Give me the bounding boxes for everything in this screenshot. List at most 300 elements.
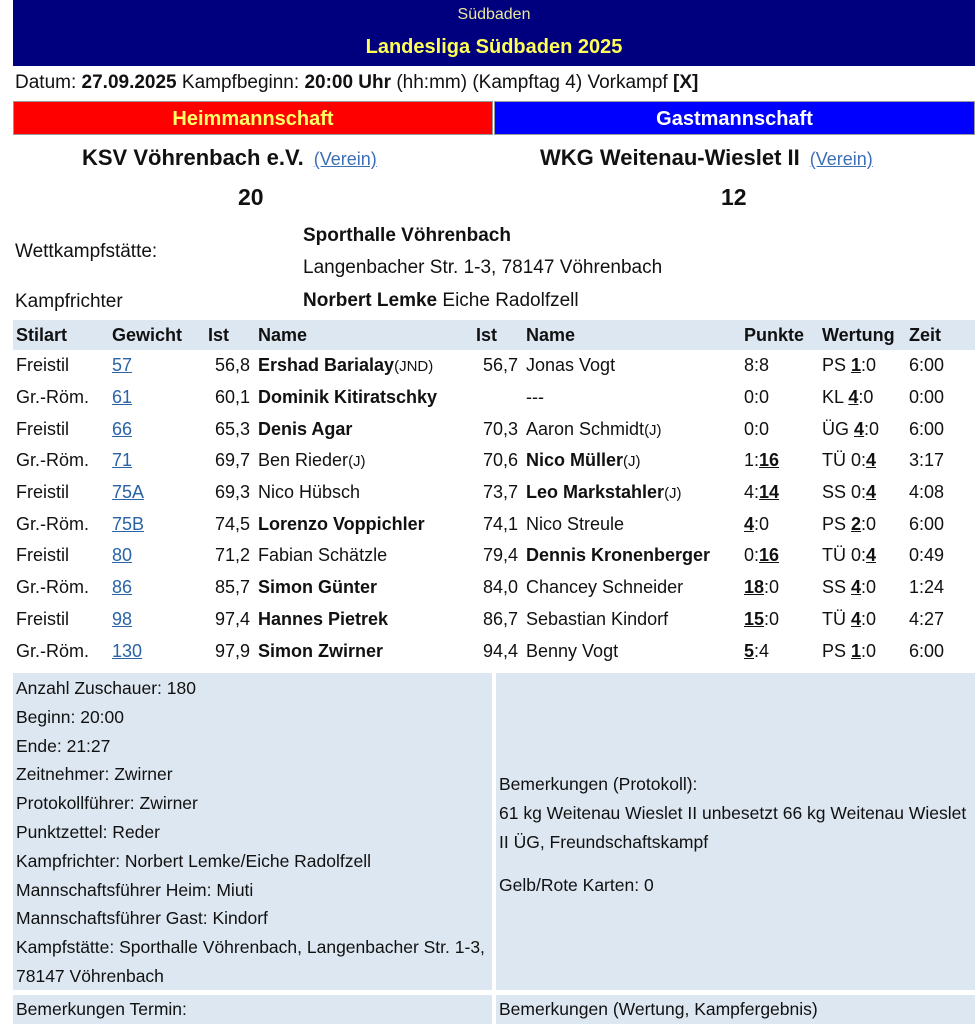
result-type: TÜ <box>822 545 851 566</box>
date-label: Datum: <box>15 72 77 93</box>
home-team-points: 4 <box>851 608 862 629</box>
guest-wrestler-name: Jonas Vogt <box>526 355 616 376</box>
weight-class-link[interactable]: 66 <box>112 418 133 439</box>
weight-class-link[interactable]: 86 <box>112 577 133 598</box>
home-weight-cell <box>205 540 255 572</box>
guest-wrestler-name: Dennis Kronenberger <box>526 545 711 566</box>
match-detail-line: Kampfstätte: Sporthalle Vöhrenbach, Langenbacher Str. 1-3, 78147 Vöhrenbach <box>16 937 485 986</box>
guest-weight-cell <box>473 508 523 540</box>
home-team-points: 0 <box>851 545 862 566</box>
style-cell <box>13 572 109 604</box>
style-cell <box>13 477 109 509</box>
home-weight-cell <box>205 350 255 382</box>
guest-points: 0 <box>759 513 770 534</box>
guest-team-points: 0 <box>866 577 877 598</box>
points-separator: : <box>764 577 770 598</box>
bout-time: 6:00 <box>909 418 945 439</box>
guest-wrestler-name: Benny Vogt <box>526 640 619 661</box>
league-title: Landesliga Südbaden 2025 <box>365 36 623 58</box>
remarks-result-box <box>496 995 975 1024</box>
weight-cell <box>109 572 205 604</box>
style-value: Gr.-Röm. <box>16 577 90 598</box>
points-cell <box>741 508 819 540</box>
guest-weight-cell <box>473 382 523 414</box>
venue-label: Wettkampfstätte: <box>15 241 158 262</box>
result-type: TÜ <box>822 450 851 471</box>
home-actual-weight: 65,3 <box>214 418 250 439</box>
weight-cell <box>109 413 205 445</box>
bout-time: 3:17 <box>909 450 945 471</box>
result-separator: : <box>861 640 867 661</box>
result-type: SS <box>822 577 852 598</box>
weight-class-link[interactable]: 75A <box>112 482 145 503</box>
bout-time: 1:24 <box>909 577 945 598</box>
home-wrestler-name: Simon Günter <box>258 577 378 598</box>
bout-time: 0:49 <box>909 545 945 566</box>
style-value: Freistil <box>16 355 69 376</box>
home-wrestler-cell <box>255 572 473 604</box>
start-label: Kampfbeginn: <box>181 72 300 93</box>
home-team-name: KSV Vöhrenbach e.V. <box>82 145 304 170</box>
result-separator: : <box>861 450 867 471</box>
result-cell <box>819 350 906 382</box>
result-cell <box>819 413 906 445</box>
home-wrestler-cell <box>255 382 473 414</box>
match-detail-line: Zeitnehmer: Zwirner <box>16 764 173 785</box>
home-wrestler-cell <box>255 445 473 477</box>
result-type: ÜG <box>822 418 855 439</box>
result-cell <box>819 604 906 636</box>
guest-team-name: WKG Weitenau-Wieslet II <box>540 145 800 170</box>
home-wrestler-cell <box>255 604 473 636</box>
info-section <box>13 673 975 1024</box>
time-cell <box>906 572 975 604</box>
remarks-box <box>496 673 975 990</box>
points-separator: : <box>754 387 760 408</box>
home-club-link[interactable]: (Verein) <box>313 149 377 169</box>
result-separator: : <box>861 545 867 566</box>
home-team-points: 4 <box>851 577 862 598</box>
home-team-points: 1 <box>851 355 862 376</box>
bout-time: 0:00 <box>909 387 945 408</box>
home-points: 1 <box>744 450 755 471</box>
guest-wrestler-cell <box>523 572 741 604</box>
time-cell <box>906 382 975 414</box>
result-cell <box>819 477 906 509</box>
guest-points: 16 <box>759 450 780 471</box>
guest-wrestler-name: Aaron Schmidt <box>526 418 645 439</box>
guest-weight-cell <box>473 635 523 667</box>
bout-time: 6:00 <box>909 640 945 661</box>
points-separator: : <box>754 513 760 534</box>
result-cell <box>819 635 906 667</box>
bout-row <box>13 413 975 445</box>
bout-row <box>13 635 975 667</box>
guest-team-name-block <box>540 145 873 171</box>
home-actual-weight: 71,2 <box>214 545 250 566</box>
col-header: Zeit <box>906 320 975 350</box>
result-cell <box>819 572 906 604</box>
prefight-value: [X] <box>673 72 699 93</box>
home-wrestler-tag: (JND) <box>394 358 434 376</box>
home-wrestler-cell <box>255 540 473 572</box>
remarks-protocol-text: 61 kg Weitenau Wieslet II unbesetzt 66 kg Weitenau Wieslet II ÜG, Freundschaftskampf <box>499 802 967 852</box>
points-separator: : <box>754 545 760 566</box>
header-banner <box>13 0 975 66</box>
match-detail-line: Kampfrichter: Norbert Lemke/Eiche Radolfzell <box>16 850 372 871</box>
style-cell <box>13 604 109 636</box>
guest-wrestler-name: Nico Müller <box>526 450 624 471</box>
guest-team-points: 4 <box>866 450 877 471</box>
home-wrestler-name: Dominik Kitiratschky <box>258 387 438 408</box>
time-cell <box>906 540 975 572</box>
referee-label: Kampfrichter <box>15 291 123 312</box>
home-points: 18 <box>744 577 765 598</box>
bout-time: 4:08 <box>909 482 945 503</box>
home-wrestler-name: Denis Agar <box>258 418 353 439</box>
home-wrestler-tag: (J) <box>348 453 366 471</box>
home-wrestler-name: Simon Zwirner <box>258 640 384 661</box>
bout-row <box>13 572 975 604</box>
guest-points: 0 <box>759 418 770 439</box>
result-separator: : <box>861 577 867 598</box>
points-separator: : <box>754 418 760 439</box>
points-separator: : <box>754 640 760 661</box>
guest-score: 12 <box>721 184 747 210</box>
weight-cell <box>109 604 205 636</box>
guest-points: 0 <box>759 387 770 408</box>
guest-wrestler-tag: (J) <box>644 421 662 439</box>
bout-time: 6:00 <box>909 513 945 534</box>
home-actual-weight: 74,5 <box>214 513 250 534</box>
guest-actual-weight: 84,0 <box>482 577 518 598</box>
guest-actual-weight: 56,7 <box>482 355 518 376</box>
weight-class-link[interactable]: 98 <box>112 608 133 629</box>
guest-wrestler-cell <box>523 382 741 414</box>
guest-team-points: 4 <box>866 545 877 566</box>
bouts-table <box>13 320 975 667</box>
table-header-row <box>13 320 975 350</box>
result-type: KL <box>822 387 849 408</box>
guest-wrestler-cell <box>523 477 741 509</box>
home-score: 20 <box>238 184 264 210</box>
weight-class-link[interactable]: 57 <box>112 355 133 376</box>
match-detail-line: Mannschaftsführer Gast: Kindorf <box>16 908 268 929</box>
home-wrestler-name: Lorenzo Voppichler <box>258 513 425 534</box>
weight-cell <box>109 477 205 509</box>
guest-team-points: 0 <box>866 355 877 376</box>
weight-cell <box>109 350 205 382</box>
remarks-protocol-label: Bemerkungen (Protokoll): <box>499 774 698 794</box>
result-cell <box>819 445 906 477</box>
style-value: Freistil <box>16 418 69 439</box>
col-header: Ist <box>205 320 255 350</box>
points-separator: : <box>764 608 770 629</box>
guest-team-points: 0 <box>866 640 877 661</box>
style-cell <box>13 350 109 382</box>
bout-time: 4:27 <box>909 608 945 629</box>
match-detail-line: Beginn: 20:00 <box>16 706 125 727</box>
time-cell <box>906 635 975 667</box>
points-cell <box>741 540 819 572</box>
guest-wrestler-name: --- <box>526 387 544 408</box>
home-points: 8 <box>744 355 755 376</box>
home-team-points: 0 <box>851 450 862 471</box>
weight-cell <box>109 445 205 477</box>
venue-address: Langenbacher Str. 1-3, 78147 Vöhrenbach <box>303 257 663 278</box>
home-weight-cell <box>205 508 255 540</box>
remarks-date-box <box>13 995 492 1024</box>
weight-cell <box>109 540 205 572</box>
time-cell <box>906 413 975 445</box>
home-team-points: 0 <box>851 482 862 503</box>
guest-actual-weight: 74,1 <box>482 513 518 534</box>
guest-club-link[interactable]: (Verein) <box>809 149 873 169</box>
home-team-points: 1 <box>851 640 862 661</box>
home-wrestler-name: Hannes Pietrek <box>258 608 389 629</box>
guest-wrestler-tag: (J) <box>623 453 641 471</box>
home-weight-cell <box>205 445 255 477</box>
bouts-body <box>13 350 975 667</box>
guest-weight-cell <box>473 572 523 604</box>
match-detail-line: Ende: 21:27 <box>16 735 111 756</box>
home-weight-cell <box>205 413 255 445</box>
home-wrestler-name: Ershad Barialay <box>258 355 395 376</box>
home-weight-cell <box>205 572 255 604</box>
points-cell <box>741 382 819 414</box>
guest-actual-weight: 70,3 <box>482 418 518 439</box>
guest-actual-weight: 70,6 <box>482 450 518 471</box>
style-cell <box>13 540 109 572</box>
weight-class-link[interactable]: 80 <box>112 545 133 566</box>
result-type: PS <box>822 640 852 661</box>
home-wrestler-cell <box>255 477 473 509</box>
home-points: 15 <box>744 608 765 629</box>
col-header: Name <box>523 320 741 350</box>
col-header: Name <box>255 320 473 350</box>
style-value: Gr.-Röm. <box>16 513 90 534</box>
guest-team-points: 0 <box>863 387 874 408</box>
points-cell <box>741 572 819 604</box>
referee-club: Eiche Radolfzell <box>442 290 579 311</box>
guest-weight-cell <box>473 445 523 477</box>
guest-points: 14 <box>759 482 780 503</box>
home-actual-weight: 97,4 <box>214 608 250 629</box>
points-cell <box>741 445 819 477</box>
home-weight-cell <box>205 477 255 509</box>
guest-actual-weight: 94,4 <box>482 640 518 661</box>
home-actual-weight: 97,9 <box>214 640 250 661</box>
home-wrestler-cell <box>255 508 473 540</box>
home-wrestler-cell <box>255 350 473 382</box>
points-cell <box>741 350 819 382</box>
col-header: Stilart <box>13 320 109 350</box>
referee-value <box>303 290 579 312</box>
home-wrestler-name: Ben Rieder <box>258 450 349 471</box>
home-team-points: 4 <box>848 387 859 408</box>
region-label: Südbaden <box>457 6 531 23</box>
home-actual-weight: 69,7 <box>214 450 250 471</box>
guest-weight-cell <box>473 604 523 636</box>
guest-weight-cell <box>473 350 523 382</box>
weight-cell <box>109 635 205 667</box>
home-actual-weight: 56,8 <box>214 355 250 376</box>
style-value: Gr.-Röm. <box>16 450 90 471</box>
guest-wrestler-name: Nico Streule <box>526 513 625 534</box>
result-cell <box>819 382 906 414</box>
guest-points: 8 <box>759 355 770 376</box>
guest-points: 0 <box>769 577 780 598</box>
bout-row <box>13 477 975 509</box>
cards-info: Gelb/Rote Karten: 0 <box>499 875 654 896</box>
home-team-name-block <box>82 145 377 171</box>
referee-name: Norbert Lemke <box>303 290 438 311</box>
col-header: Wertung <box>819 320 906 350</box>
guest-team-points: 0 <box>866 608 877 629</box>
guest-actual-weight: 86,7 <box>482 608 518 629</box>
weight-cell <box>109 508 205 540</box>
matchday: (Kampftag 4) <box>472 72 583 93</box>
style-value: Freistil <box>16 608 69 629</box>
weight-class-link[interactable]: 130 <box>112 640 143 661</box>
result-separator: : <box>861 513 867 534</box>
match-details-box <box>13 673 492 990</box>
start-value: 20:00 Uhr <box>304 72 392 93</box>
points-separator: : <box>754 355 760 376</box>
guest-weight-cell <box>473 413 523 445</box>
guest-points: 16 <box>759 545 780 566</box>
style-cell <box>13 508 109 540</box>
home-actual-weight: 60,1 <box>214 387 250 408</box>
bout-row <box>13 350 975 382</box>
home-wrestler-cell <box>255 413 473 445</box>
bout-row <box>13 508 975 540</box>
style-value: Freistil <box>16 482 69 503</box>
guest-wrestler-cell <box>523 350 741 382</box>
guest-wrestler-tag: (J) <box>664 485 682 503</box>
bout-time: 6:00 <box>909 355 945 376</box>
col-header: Punkte <box>741 320 819 350</box>
result-separator: : <box>864 418 870 439</box>
date-value: 27.09.2025 <box>81 72 177 93</box>
guest-actual-weight: 73,7 <box>482 482 518 503</box>
home-points: 0 <box>744 545 755 566</box>
guest-wrestler-name: Chancey Schneider <box>526 577 684 598</box>
guest-wrestler-cell <box>523 445 741 477</box>
style-cell <box>13 445 109 477</box>
remarks-result-label: Bemerkungen (Wertung, Kampfergebnis) <box>499 999 818 1019</box>
result-type: PS <box>822 513 852 534</box>
result-separator: : <box>858 387 864 408</box>
guest-wrestler-name: Sebastian Kindorf <box>526 608 669 629</box>
home-actual-weight: 85,7 <box>214 577 250 598</box>
points-cell <box>741 635 819 667</box>
guest-team-points: 4 <box>866 482 877 503</box>
match-detail-line: Protokollführer: Zwirner <box>16 793 198 814</box>
bout-row <box>13 445 975 477</box>
remarks-date-label: Bemerkungen Termin: <box>16 999 187 1019</box>
guest-wrestler-name: Leo Markstahler <box>526 482 665 503</box>
style-value: Gr.-Röm. <box>16 640 90 661</box>
guest-wrestler-cell <box>523 508 741 540</box>
home-actual-weight: 69,3 <box>214 482 250 503</box>
result-separator: : <box>861 482 867 503</box>
style-cell <box>13 413 109 445</box>
weight-class-link[interactable]: 61 <box>112 387 133 408</box>
bout-row <box>13 540 975 572</box>
bout-row <box>13 604 975 636</box>
guest-points: 0 <box>769 608 780 629</box>
home-weight-cell <box>205 604 255 636</box>
home-wrestler-cell <box>255 635 473 667</box>
weight-class-link[interactable]: 75B <box>112 513 145 534</box>
home-wrestler-name: Fabian Schätzle <box>258 545 388 566</box>
guest-wrestler-cell <box>523 540 741 572</box>
home-points: 5 <box>744 640 755 661</box>
guest-team-header: Gastmannschaft <box>494 101 975 135</box>
home-points: 4 <box>744 513 755 534</box>
guest-actual-weight: 79,4 <box>482 545 518 566</box>
points-separator: : <box>754 450 760 471</box>
points-cell <box>741 413 819 445</box>
guest-weight-cell <box>473 540 523 572</box>
prefight-label: Vorkampf <box>587 72 668 93</box>
guest-team-points: 0 <box>866 513 877 534</box>
style-value: Gr.-Röm. <box>16 387 90 408</box>
col-header: Ist <box>473 320 523 350</box>
result-type: TÜ <box>822 608 851 629</box>
home-team-points: 2 <box>851 513 862 534</box>
home-team-header: Heimmannschaft <box>13 101 493 135</box>
weight-class-link[interactable]: 71 <box>112 450 133 471</box>
guest-team-points: 0 <box>869 418 880 439</box>
home-team-points: 4 <box>854 418 865 439</box>
result-separator: : <box>861 355 867 376</box>
date-line <box>15 72 698 94</box>
result-type: PS <box>822 355 852 376</box>
home-weight-cell <box>205 635 255 667</box>
home-wrestler-name: Nico Hübsch <box>258 482 361 503</box>
match-detail-line: Anzahl Zuschauer: 180 <box>16 678 196 698</box>
result-separator: : <box>861 608 867 629</box>
result-cell <box>819 508 906 540</box>
match-detail-line: Mannschaftsführer Heim: Miuti <box>16 879 254 900</box>
format-hint: (hh:mm) <box>396 72 468 93</box>
guest-points: 4 <box>759 640 770 661</box>
col-header: Gewicht <box>109 320 205 350</box>
style-value: Freistil <box>16 545 69 566</box>
guest-wrestler-cell <box>523 635 741 667</box>
home-points: 4 <box>744 482 755 503</box>
home-weight-cell <box>205 382 255 414</box>
style-cell <box>13 635 109 667</box>
points-separator: : <box>754 482 760 503</box>
result-cell <box>819 540 906 572</box>
guest-weight-cell <box>473 477 523 509</box>
points-cell <box>741 604 819 636</box>
home-points: 0 <box>744 418 755 439</box>
venue-name: Sporthalle Vöhrenbach <box>303 225 511 246</box>
time-cell <box>906 350 975 382</box>
home-points: 0 <box>744 387 755 408</box>
time-cell <box>906 508 975 540</box>
time-cell <box>906 477 975 509</box>
result-type: SS <box>822 482 852 503</box>
bout-row <box>13 382 975 414</box>
weight-cell <box>109 382 205 414</box>
points-cell <box>741 477 819 509</box>
match-detail-line: Punktzettel: Reder <box>16 821 160 842</box>
